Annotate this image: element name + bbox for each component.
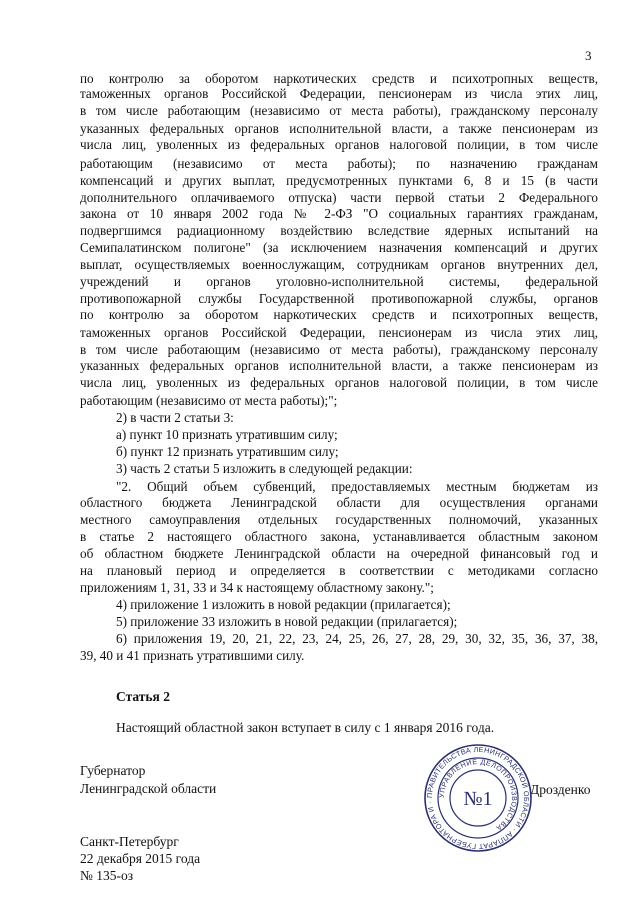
list-item: а) пункт 10 признать утратившим силу;: [116, 427, 338, 442]
body-line: по контролю за оборотом наркотических средств и психотропных веществ,: [80, 307, 598, 322]
body-line: работающим (независимо от места работы);";: [80, 393, 338, 408]
article-heading: Статья 2: [116, 689, 170, 704]
body-line: противопожарной службы Государственной противопожарной службы, органов: [80, 291, 598, 306]
place: Санкт-Петербург: [80, 834, 179, 849]
quote-line: областного бюджета Ленинградской области для осуществления органами: [80, 495, 598, 510]
list-item-continuation: 39, 40 и 41 признать утратившими силу.: [80, 648, 305, 663]
signature-title-line2: Ленинградской области: [80, 781, 217, 796]
list-item: 3) часть 2 статьи 5 изложить в следующей редакции:: [116, 461, 413, 476]
list-item: 5) приложение 33 изложить в новой редакции (прилагается);: [116, 614, 458, 629]
stamp-inner-text: УПРАВЛЕНИЕ ДЕЛОПРОИЗВОДСТВА: [438, 758, 518, 832]
body-line: указанных федеральных органов исполнительной власти, а также пенсионерам из: [80, 358, 598, 373]
document-footer: [80, 833, 200, 884]
date: 22 декабря 2015 года: [80, 851, 201, 866]
body-line: дополнительного оплачиваемого отпуска) части первой статьи 2 Федерального: [80, 190, 598, 205]
quote-line: местного самоуправления отдельных государственных полномочий, указанных: [80, 512, 598, 527]
list-item: 2) в части 2 статьи 3:: [116, 410, 234, 425]
body-line: в том числе работающим (независимо от места работы), гражданскому персоналу: [80, 103, 598, 118]
body-line: в том числе работающим (независимо от места работы), гражданскому персоналу: [80, 342, 598, 357]
body-line: подвергшимся радиационному воздействию вследствие ядерных испытаний на: [80, 223, 598, 238]
body-line: учреждений и органов уголовно-исполнительной системы, федеральной: [80, 274, 598, 289]
body-line: Семипалатинском полигоне" (за исключением назначения компенсаций и других: [80, 240, 598, 255]
signature-name: Дрозденко: [530, 782, 591, 797]
body-line: закона от 10 января 2002 года № 2-ФЗ "О социальных гарантиях гражданам,: [80, 206, 598, 221]
quote-line: "2. Общий объем субвенций, предоставляемых местным бюджетам из: [116, 479, 598, 494]
stamp-number: №1: [463, 788, 493, 810]
official-stamp: [423, 743, 533, 853]
signature-title-line1: Губернатор: [80, 763, 146, 778]
list-item: б) пункт 12 признать утратившим силу;: [116, 444, 339, 459]
signature-title: [80, 762, 216, 798]
body-line: таможенных органов Российской Федерации, пенсионерам из числа этих лиц,: [80, 86, 598, 101]
body-line: числа лиц, уволенных из федеральных органов налоговой полиции, в том числе: [80, 137, 598, 152]
body-line: числа лиц, уволенных из федеральных органов налоговой полиции, в том числе: [80, 375, 598, 390]
body-line: по контролю за оборотом наркотических средств и психотропных веществ,: [80, 71, 598, 86]
list-item: 6) приложения 19, 20, 21, 22, 23, 24, 25, 26, 27, 28, 29, 30, 32, 35, 36, 37, 38,: [116, 631, 598, 646]
body-line: выплат, осуществляемых военнослужащим, сотрудникам органов внутренних дел,: [80, 257, 598, 272]
article-text: Настоящий областной закон вступает в силу с 1 января 2016 года.: [116, 720, 495, 735]
body-line: таможенных органов Российской Федерации, пенсионерам из числа этих лиц,: [80, 325, 598, 340]
page-number: 3: [585, 48, 592, 63]
body-line: работающим (независимо от места работы); по назначению гражданам: [80, 156, 598, 171]
quote-line: об областном бюджете Ленинградской области на очередной финансовый год и: [80, 546, 598, 561]
body-line: компенсаций и других выплат, предусмотренных пунктами 6, 8 и 15 (в части: [80, 173, 598, 188]
quote-line: на плановый период и определяется в соответствии с методиками согласно: [80, 563, 598, 578]
stamp-outer-text: ПРАВИТЕЛЬСТВА ЛЕНИНГРАДСКОЙ ОБЛАСТИ · АППАРАТ ГУБЕРНАТОРА И ·: [424, 744, 532, 852]
body-line: указанных федеральных органов исполнительной власти, а также пенсионерам из: [80, 121, 598, 136]
list-item: 4) приложение 1 изложить в новой редакции (прилагается);: [116, 597, 451, 612]
law-number: № 135-оз: [80, 868, 134, 883]
quote-line: приложениям 1, 31, 33 и 34 к настоящему областному закону.";: [80, 580, 434, 595]
quote-line: в статье 2 настоящего областного закона, устанавливается областным законом: [80, 529, 598, 544]
